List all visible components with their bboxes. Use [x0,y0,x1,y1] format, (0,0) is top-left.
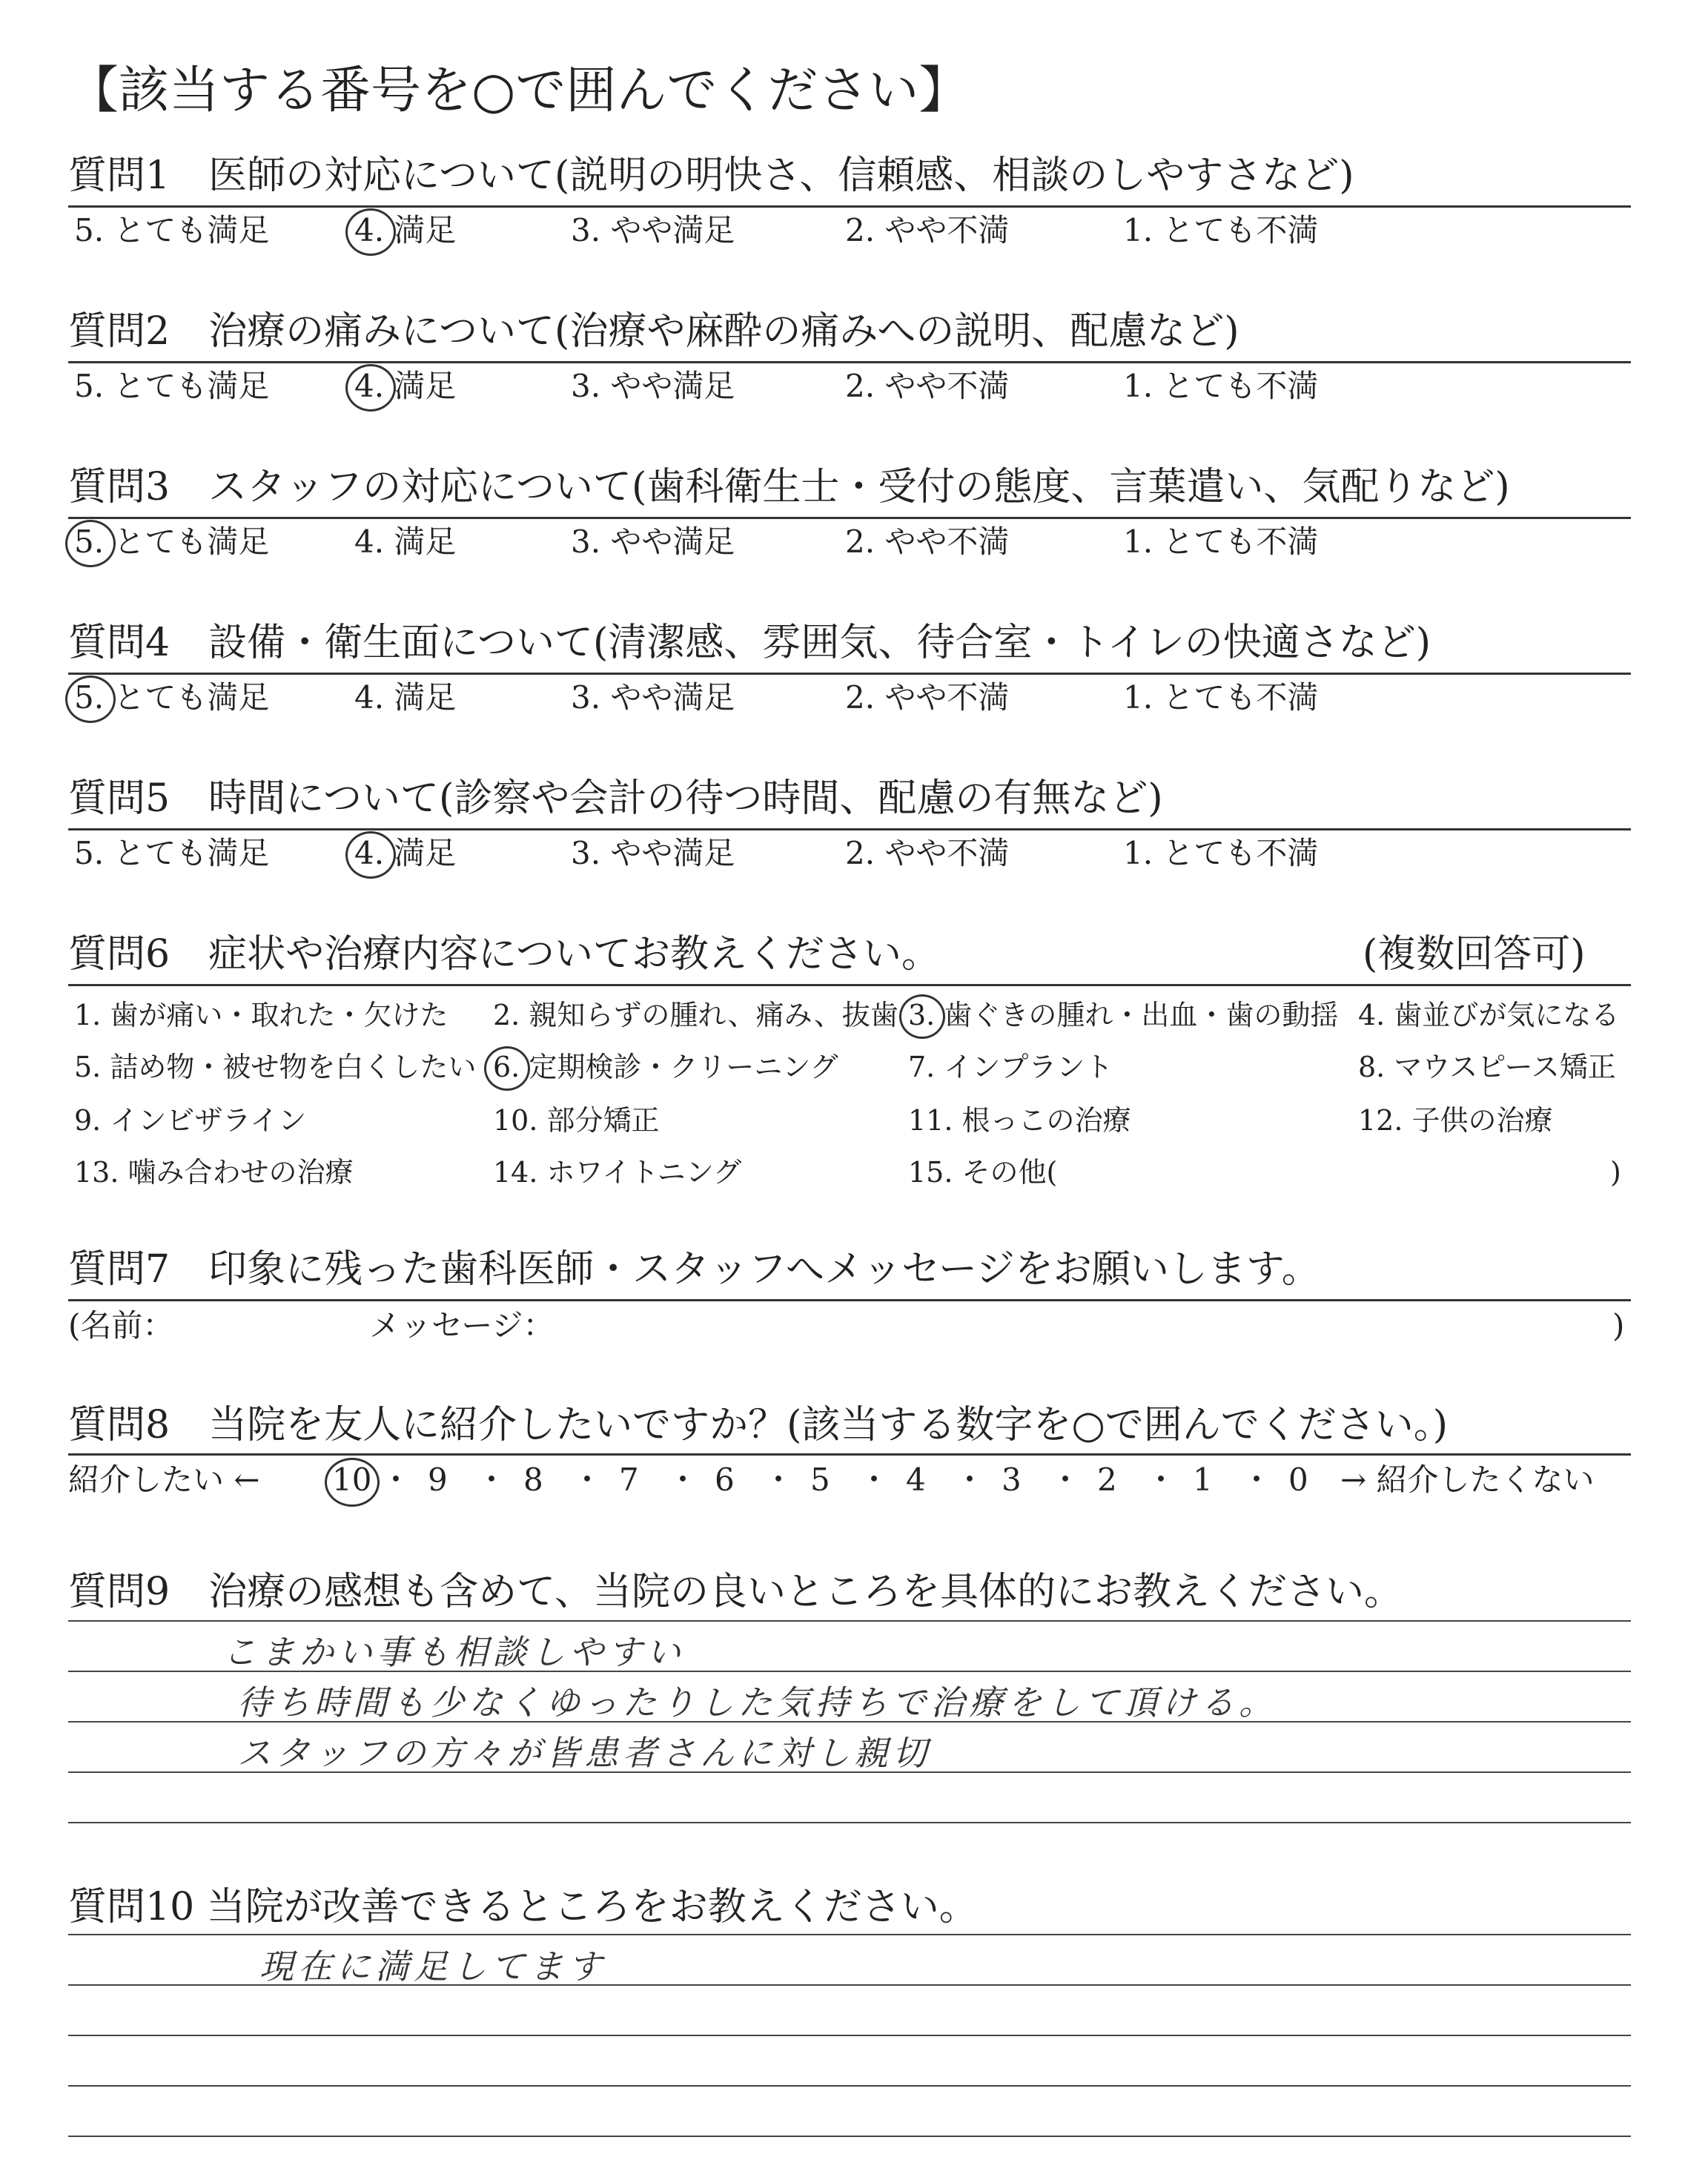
q4-option-1[interactable]: 1. とても不満 [1123,679,1319,716]
q6-option-6[interactable]: 6. 定期検診・クリーニング [493,1051,838,1083]
q1-option-3[interactable]: 3. やや満足 [571,212,735,248]
q1-option-4[interactable]: 4. 満足 [354,212,457,248]
q8-scale-dot: ・ [763,1462,795,1498]
q8-scale-5[interactable]: 5 [810,1462,830,1498]
q7-name-label: (名前： [68,1307,174,1344]
q3-option-3[interactable]: 3. やや満足 [571,524,735,560]
q3-option-2[interactable]: 2. やや不満 [845,524,1010,560]
q4-option-3[interactable]: 3. やや満足 [571,679,735,716]
q8-scale-10[interactable]: 10 [332,1462,372,1498]
q3-rule [68,517,1631,519]
q2-option-1[interactable]: 1. とても不満 [1123,368,1319,404]
q7-rule [68,1299,1631,1301]
q2-rule [68,361,1631,363]
q8-scale-dot: ・ [572,1462,603,1498]
q2-title: 質問2 治療の痛みについて(治療や麻酔の痛みへの説明、配慮など) [68,309,1239,354]
selection-circle [65,520,116,567]
q3-option-4[interactable]: 4. 満足 [354,524,457,560]
q6-option-5[interactable]: 5. 詰め物・被せ物を白くしたい [74,1051,477,1083]
q5-option-5[interactable]: 5. とても満足 [74,835,270,871]
q3-title: 質問3 スタッフの対応について(歯科衛生士・受付の態度、言葉遣い、気配りなど) [68,465,1510,509]
selection-circle [65,676,116,723]
form-instruction: 【該当する番号を○で囲んでください】 [68,62,970,120]
q1-title: 質問1 医師の対応について(説明の明快さ、信頼感、相談のしやすさなど) [68,153,1354,198]
q3-option-1[interactable]: 1. とても不満 [1123,524,1319,560]
q8-right-label: → 紹介したくない [1340,1462,1595,1498]
q5-option-3[interactable]: 3. やや満足 [571,835,735,871]
selection-circle [484,1046,530,1091]
q8-scale-2[interactable]: 2 [1097,1462,1117,1498]
q8-title: 質問8 当院を友人に紹介したいですか？(該当する数字を○で囲んでください。) [68,1403,1449,1447]
q8-scale-9[interactable]: 9 [428,1462,448,1498]
q6-option-4[interactable]: 4. 歯並びが気になる [1358,999,1620,1031]
q8-scale-4[interactable]: 4 [906,1462,926,1498]
selection-circle [345,831,396,879]
q9-answer-line: スタッフの方々が皆患者さんに対し親切 [237,1733,931,1773]
q8-scale-dot: ・ [1241,1462,1273,1498]
q8-scale-dot: ・ [476,1462,508,1498]
selection-circle [345,208,396,256]
selection-circle [325,1458,380,1507]
q6-option-10[interactable]: 10. 部分矯正 [493,1104,660,1137]
q8-scale-3[interactable]: 3 [1002,1462,1022,1498]
q1-option-5[interactable]: 5. とても満足 [74,212,270,248]
q10-writing-line [68,2035,1631,2036]
q6-option-9[interactable]: 9. インビザライン [74,1104,307,1137]
q8-scale-dot: ・ [1050,1462,1082,1498]
q6-option-13[interactable]: 13. 噛み合わせの治療 [74,1156,354,1189]
q2-option-4[interactable]: 4. 満足 [354,368,457,404]
q6-option-8[interactable]: 8. マウスピース矯正 [1358,1051,1616,1083]
selection-circle [345,364,396,412]
q6-title: 質問6 症状や治療内容についてお教えください。 [68,932,941,977]
q10-writing-line [68,2136,1631,2137]
q5-title: 質問5 時間について(診察や会計の待つ時間、配慮の有無など) [68,776,1163,821]
q6-option-7[interactable]: 7. インプラント [908,1051,1113,1083]
q8-scale-8[interactable]: 8 [523,1462,543,1498]
q8-left-label: 紹介したい ← [68,1462,260,1498]
q4-option-4[interactable]: 4. 満足 [354,679,457,716]
q6-other-close: ) [1610,1156,1621,1189]
q8-scale-dot: ・ [954,1462,986,1498]
q4-option-5[interactable]: 5. とても満足 [74,679,270,716]
q7-title: 質問7 印象に残った歯科医師・スタッフへメッセージをお願いします。 [68,1247,1320,1292]
q4-rule [68,673,1631,675]
q5-option-1[interactable]: 1. とても不満 [1123,835,1319,871]
q1-option-1[interactable]: 1. とても不満 [1123,212,1319,248]
q7-close-paren: ) [1612,1307,1625,1344]
q6-option-2[interactable]: 2. 親知らずの腫れ、痛み、抜歯 [493,999,898,1031]
q10-title: 質問10 当院が改善できるところをお教えください。 [68,1885,978,1929]
q8-scale-dot: ・ [380,1462,412,1498]
q6-rule [68,984,1631,986]
q8-rule [68,1453,1631,1456]
q6-option-11[interactable]: 11. 根っこの治療 [908,1104,1131,1137]
q10-answer-line: 現在に満足してます [259,1946,606,1986]
q8-scale-7[interactable]: 7 [619,1462,639,1498]
q6-note: (複数回答可) [1363,932,1586,977]
q10-writing-line [68,2085,1631,2087]
q2-option-2[interactable]: 2. やや不満 [845,368,1010,404]
q10-writing-line [68,1934,1631,1935]
q4-option-2[interactable]: 2. やや不満 [845,679,1010,716]
q6-option-1[interactable]: 1. 歯が痛い・取れた・欠けた [74,999,448,1031]
q5-option-4[interactable]: 4. 満足 [354,835,457,871]
q5-option-2[interactable]: 2. やや不満 [845,835,1010,871]
q8-scale-dot: ・ [1145,1462,1177,1498]
q7-message-label: メッセージ： [369,1307,555,1344]
q8-scale-1[interactable]: 1 [1193,1462,1213,1498]
q3-option-5[interactable]: 5. とても満足 [74,524,270,560]
q8-scale-0[interactable]: 0 [1288,1462,1308,1498]
q5-rule [68,828,1631,830]
q8-scale-dot: ・ [858,1462,890,1498]
q9-answer-line: こまかい事も相談しやすい [222,1632,685,1672]
q8-scale-dot: ・ [667,1462,699,1498]
q6-option-15[interactable]: 15. その他( [908,1156,1058,1189]
q6-option-12[interactable]: 12. 子供の治療 [1358,1104,1553,1137]
q9-writing-line [68,1822,1631,1823]
q6-option-14[interactable]: 14. ホワイトニング [493,1156,742,1189]
q2-option-3[interactable]: 3. やや満足 [571,368,735,404]
q1-rule [68,205,1631,208]
q9-writing-line [68,1620,1631,1622]
q2-option-5[interactable]: 5. とても満足 [74,368,270,404]
q1-option-2[interactable]: 2. やや不満 [845,212,1010,248]
q9-title: 質問9 治療の感想も含めて、当院の良いところを具体的にお教えください。 [68,1570,1403,1614]
q6-option-3[interactable]: 3. 歯ぐきの腫れ・出血・歯の動揺 [908,999,1339,1031]
selection-circle [899,994,945,1039]
q8-scale-6[interactable]: 6 [715,1462,735,1498]
q4-title: 質問4 設備・衛生面について(清潔感、雰囲気、待合室・トイレの快適さなど) [68,621,1431,665]
q9-answer-line: 待ち時間も少なくゆったりした気持ちで治療をして頂ける。 [237,1682,1278,1723]
